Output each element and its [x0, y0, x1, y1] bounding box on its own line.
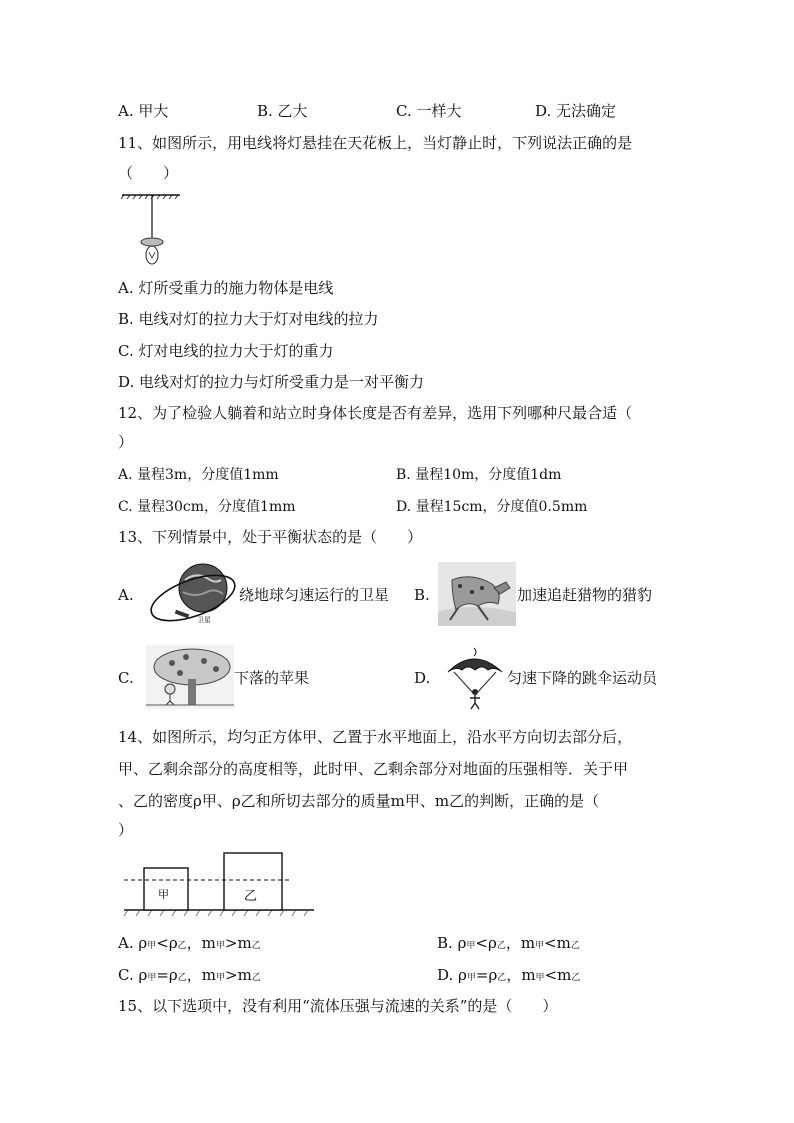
q13-option-d-letter: D. [414, 669, 431, 687]
satellite-orbit-image [145, 560, 239, 628]
cubes-figure [118, 850, 318, 920]
q13-option-b-letter: B. [414, 586, 430, 604]
q11-answer-paren: （ ） [118, 164, 179, 182]
q12-stem-end: ） [118, 433, 134, 451]
q14-option-a: A. ρ甲<ρ乙，m甲>m乙 [118, 934, 261, 952]
q14-option-b: B. ρ甲<ρ乙，m甲<m乙 [437, 934, 580, 952]
q13-option-d-text: 匀速下降的跳伞运动员 [507, 669, 658, 687]
cube-b-label: 乙 [244, 889, 258, 904]
q13-option-a-text: 绕地球匀速运行的卫星 [239, 586, 390, 604]
q15-stem: 15、以下选项中，没有利用“流体压强与流速的关系”的是（ ） [118, 997, 558, 1015]
q11-option-d: D. 电线对灯的拉力与灯所受重力是一对平衡力 [118, 373, 425, 391]
q14-line-2: 甲、乙剩余部分的高度相等，此时甲、乙剩余部分对地面的压强相等．关于甲 [118, 760, 629, 778]
q14-option-d: D. ρ甲=ρ乙，m甲<m乙 [437, 966, 581, 984]
cube-a-label: 甲 [158, 888, 169, 901]
satellite-tag: 卫星 [197, 616, 211, 624]
q12-option-c: C. 量程30cm，分度值1mm [118, 499, 296, 515]
q13-option-a-letter: A. [118, 586, 134, 604]
q12-stem: 12、为了检验人躺着和站立时身体长度是否有差异，选用下列哪种尺最合适（ [118, 404, 633, 422]
q11-option-b: B. 电线对灯的拉力大于灯对电线的拉力 [118, 310, 379, 328]
cheetah-image [438, 562, 516, 626]
q11-option-a: A. 灯所受重力的施力物体是电线 [118, 279, 334, 297]
q12-option-d: D. 量程15cm，分度值0.5mm [396, 499, 588, 515]
apple-tree-image [146, 645, 234, 709]
q13-option-c-letter: C. [118, 669, 134, 687]
q11-stem: 11、如图所示，用电线将灯悬挂在天花板上，当灯静止时，下列说法正确的是 [118, 134, 633, 152]
parachutist-image [442, 642, 508, 712]
q14-line-3: 、乙的密度ρ甲、ρ乙和所切去部分的质量m甲、m乙的判断，正确的是（ [118, 792, 600, 810]
q13-option-c-text: 下落的苹果 [234, 669, 310, 687]
q10-option-a: A. 甲大 [118, 102, 169, 120]
q12-option-b: B. 量程10m，分度值1dm [396, 467, 562, 483]
hanging-lamp-figure [118, 190, 188, 270]
q13-stem: 13、下列情景中，处于平衡状态的是（ ） [118, 528, 423, 546]
q11-option-c: C. 灯对电线的拉力大于灯的重力 [118, 342, 334, 360]
q10-option-d: D. 无法确定 [535, 102, 617, 120]
q10-option-b: B. 乙大 [257, 102, 308, 120]
q14-line-4: ） [118, 821, 134, 839]
q14-option-c: C. ρ甲=ρ乙，m甲>m乙 [118, 966, 261, 984]
q10-option-c: C. 一样大 [396, 102, 462, 120]
q13-option-b-text: 加速追赶猎物的猎豹 [517, 586, 653, 604]
q14-line-1: 14、如图所示，均匀正方体甲、乙置于水平地面上，沿水平方向切去部分后， [118, 728, 633, 746]
q12-option-a: A. 量程3m，分度值1mm [118, 467, 279, 483]
